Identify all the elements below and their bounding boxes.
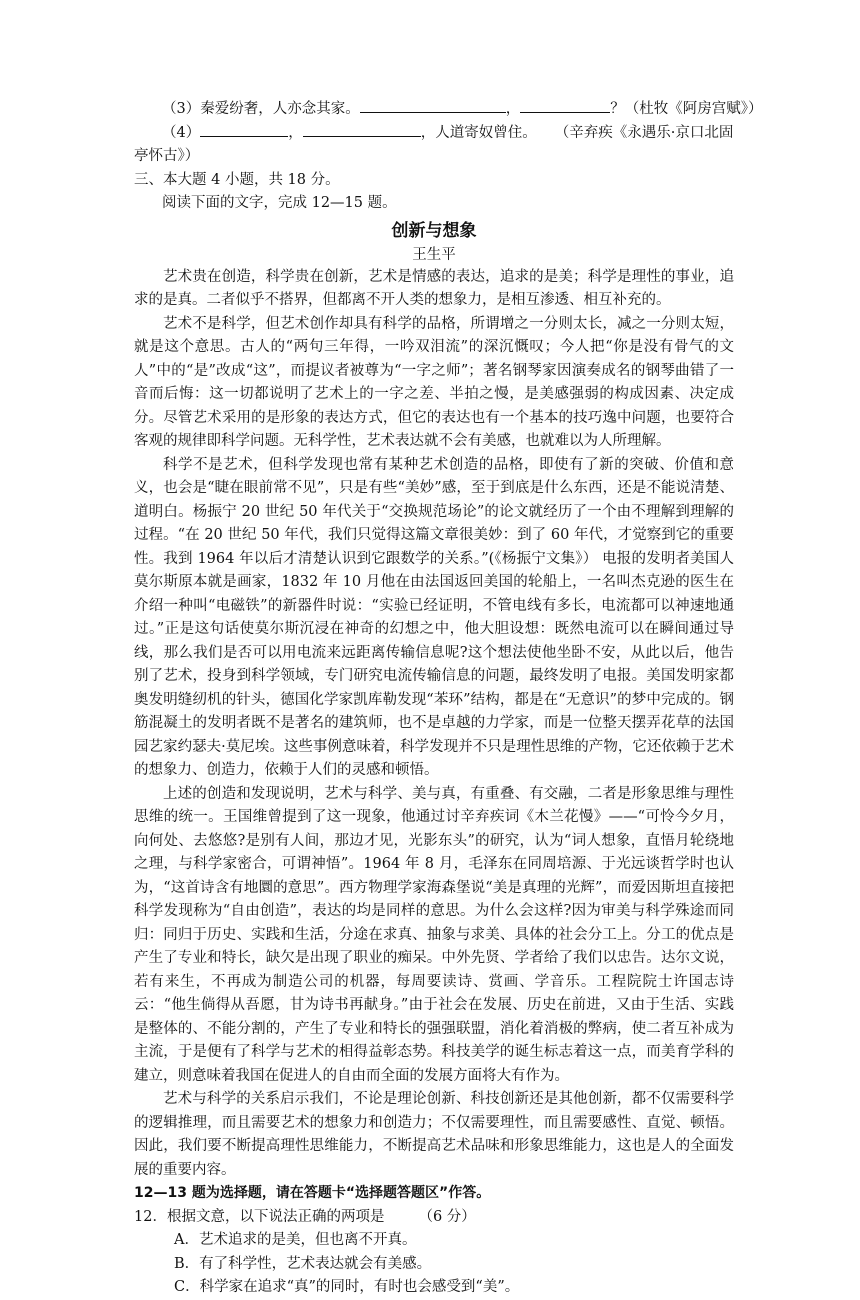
article-paragraph: 艺术不是科学，但艺术创作却具有科学的品格，所谓增之一分则太长，减之一分则太短，就是这个意思。古人的“两句三年得，一吟双泪流”的深沉慨叹；今人把“你是没有骨气的文人”中的“是”改成“这”，而提议者被尊为“一字之师”；著名钢琴家因演奏成名的钢琴曲错了一音而后悔：这一切都说明了艺术上的一字之差、半拍之慢，是美感强弱的构成因素、决定成分。尽管艺术采用的是形象的表达方式，但它的表达也有一个基本的技巧逸中问题，也要符合客观的规律即科学问题。无科学性，艺术表达就不会有美感，也就难以为人所理解。 <box>134 315 734 449</box>
page-content <box>134 98 763 1300</box>
option-a[interactable]: A．艺术追求的是美，但也离不开真。 <box>174 1232 417 1248</box>
article-title: 创新与想象 <box>391 220 477 241</box>
article-paragraph: 科学不是艺术，但科学发现也常有某种艺术创造的品格，即使有了新的突破、价值和意义，也会是“睫在眼前常不见”，只是有些“美妙”感，至于到底是什么东西，还是不能说清楚、道明白。杨振宁 20 世纪 50 年代关于“交换规范场论”的论文就经历了一个由不理解到理解的过程。“在 20 世纪 50 年代，我们只觉得这篇文章很美妙：到了 60 年代，才觉察到它的重要性。我到 1964 年以后才清楚认识到它跟数学的关系。”(《杨振宁文集》） 电报的发明者美国人莫尔斯原本就是画家，1832 年 10 月他在由法国返回美国的轮船上，一名叫杰克逊的医生在介绍一种叫“电磁铁”的新器件时说：“实验已经证明，不管电线有多长，电流都可以神速地通过。”正是这句话使莫尔斯沉浸在神奇的幻想之中，他大胆设想：既然电流可以在瞬间通过导线，那么我们是否可以用电流来远距离传输信息呢?这个想法使他坐卧不安，从此以后，他告别了艺术，投身到科学领域，专门研究电流传输信息的问题，最终发明了电报。美国发明家都奥发明缝纫机的针头，德国化学家凯库勒发现“苯环”结构，都是在“无意识”的梦中完成的。钢筋混凝土的发明者既不是著名的建筑师，也不是卓越的力学家，而是一位整天摆弄花草的法国园艺家约瑟夫·莫尼埃。这些事例意味着，科学发现并不只是理性思维的产物，它还依赖于艺术的想象力、创造力，依赖于人们的灵感和顿悟。 <box>134 456 734 778</box>
section-heading: 三、本大题 4 小题，共 18 分。 <box>134 171 340 188</box>
answer-blank[interactable] <box>200 122 288 137</box>
question-12-stem <box>134 1206 734 1230</box>
q4-source-continued: 亭怀古》） <box>134 148 200 164</box>
question-12-points: （6 分） <box>418 1208 476 1225</box>
answer-blank[interactable] <box>303 122 421 137</box>
article-author: 王生平 <box>412 246 456 263</box>
q3-suffix: ？（杜牧《阿房宫赋》） <box>610 101 763 117</box>
q4-prefix: （4） <box>162 124 201 141</box>
answer-blank[interactable] <box>520 98 610 113</box>
option-b[interactable]: B．有了科学性，艺术表达就会有美感。 <box>174 1255 432 1272</box>
q4-source: （辛弃疾《永遇乐·京口北固 <box>554 124 734 141</box>
answer-sheet-instruction: 12—13 题为选择题，请在答题卡“选择题答题区”作答。 <box>134 1185 491 1201</box>
answer-blank[interactable] <box>360 98 506 113</box>
reading-instruction: 阅读下面的文字，完成 12—15 题。 <box>162 195 397 211</box>
q3-separator: ， <box>505 101 521 117</box>
article-paragraph: 艺术与科学的关系启示我们，不论是理论创新、科技创新还是其他创新，都不仅需要科学的逻辑推理，而且需要艺术的想象力和创造力；不仅需要理性，而且需要感性、直觉、顿悟。因此，我们要不断提高理性思维能力，不断提高艺术品味和形象思维能力，这也是人的全面发展的重要内容。 <box>134 1091 734 1178</box>
fill-blank-question-3 <box>134 98 763 122</box>
article-paragraph: 上述的创造和发现说明，艺术与科学、美与真，有重叠、有交融，二者是形象思维与理性思维的统一。王国维曾提到了这一现象，他通过讨辛弃疾词《木兰花慢》——“可怜今夕月，向何处、去悠悠?是别有人间，那边才见，光影东头”的研究，认为“词人想象，直悟月轮绕地之理，与科学家密合，可谓神悟”。1964 年 8 月，毛泽东在同周培源、于光远谈哲学时也认为，“这首诗含有地圜的意思”。西方物理学家海森堡说“美是真理的光辉”，而爱因斯坦直接把科学发现称为“自由创造”，表达的均是同样的意思。为什么会这样?因为审美与科学殊途而同归：同归于历史、实践和生活，分途在求真、抽象与求美、具体的社会分工上。分工的优点是产生了专业和特长，缺欠是出现了职业的痴呆。中外先贤、学者给了我们以忠告。达尔文说，若有来生，不再成为制造公司的机器，每周要读诗、赏画、学音乐。工程院院士许国志诗云：“他生倘得从吾愿，甘为诗书再献身。”由于社会在发展、历史在前进，又由于生活、实践是整体的、不能分割的，产生了专业和特长的强强联盟，消化着消极的弊病，使二者互补成为主流，于是便有了科学与艺术的相得益彰态势。科技美学的诞生标志着这一点，而美育学科的建立，则意味着我国在促进人的自由而全面的发展方面将大有作为。 <box>134 785 734 1084</box>
option-c[interactable]: C．科学家在追求“真”的同时，有时也会感受到“美”。 <box>174 1279 520 1295</box>
q3-prefix: （3）秦爱纷奢，人亦念其家。 <box>162 101 360 117</box>
q4-separator: ， <box>288 124 303 141</box>
fill-blank-question-4 <box>134 122 734 146</box>
q4-middle: ，人道寄奴曾住。 <box>420 124 537 141</box>
article-paragraph: 艺术贵在创造，科学贵在创新，艺术是情感的表达，追求的是美；科学是理性的事业，追求的是真。二者似乎不搭界，但都离不开人类的想象力，是相互渗透、相互补充的。 <box>134 268 734 308</box>
question-12-text: 12．根据文意，以下说法正确的两项是 <box>134 1208 385 1225</box>
